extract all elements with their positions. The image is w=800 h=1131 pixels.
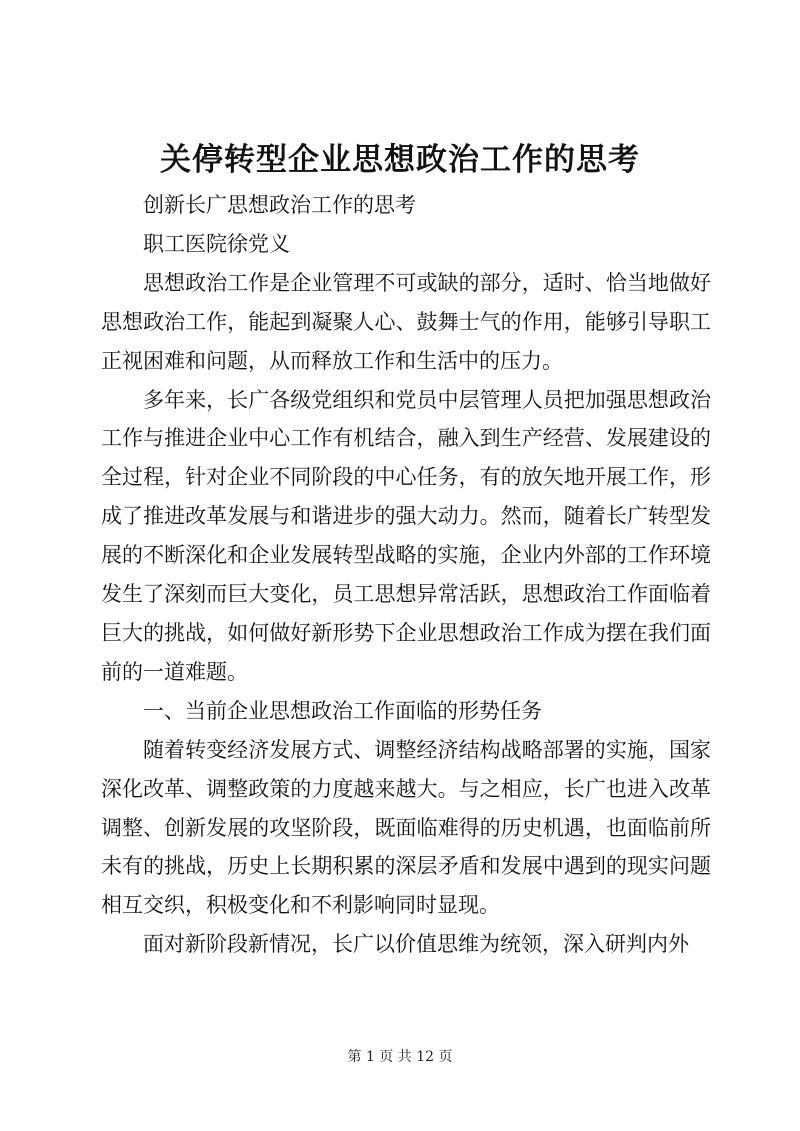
page-footer: 第 1 页 共 12 页: [347, 1049, 453, 1065]
subtitle-paragraph: 创新长广思想政治工作的思考: [143, 193, 416, 217]
author-paragraph: 职工医院徐党义: [143, 231, 290, 256]
section-heading: 一、当前企业思想政治工作面临的形势任务: [143, 698, 542, 723]
document-body: [101, 186, 711, 964]
body-paragraph: 多年来，长广各级党组织和党员中层管理人员把加强思想政治工作与推进企业中心工作有机结合，融入到生产经营、发展建设的全过程，针对企业不同阶段的中心任务，有的放矢地开展工作，形成了推进改革发展与和谐进步的强大动力。然而，随着长广转型发展的不断深化和企业发展转型战略的实施，企业内外部的工作环境发生了深刻而巨大变化，员工思想异常活跃，思想政治工作面临着巨大的挑战，如何做好新形势下企业思想政治工作成为摆在我们面前的一道难题。: [101, 387, 711, 684]
body-paragraph: 随着转变经济发展方式、调整经济结构战略部署的实施，国家深化改革、调整政策的力度越来越大。与之相应，长广也进入改革调整、创新发展的攻坚阶段，既面临难得的历史机遇，也面临前所未有的挑战，历史上长期积累的深层矛盾和发展中遇到的现实问题相互交织，积极变化和不利影响同时显现。: [101, 737, 711, 918]
document-title: 关停转型企业思想政治工作的思考: [160, 142, 640, 178]
body-paragraph: 思想政治工作是企业管理不可或缺的部分，适时、恰当地做好思想政治工作，能起到凝聚人心、鼓舞士气的作用，能够引导职工正视困难和问题，从而释放工作和生活中的压力。: [101, 270, 711, 373]
body-paragraph: 面对新阶段新情况，长广以价值思维为统领，深入研判内外: [143, 932, 689, 957]
